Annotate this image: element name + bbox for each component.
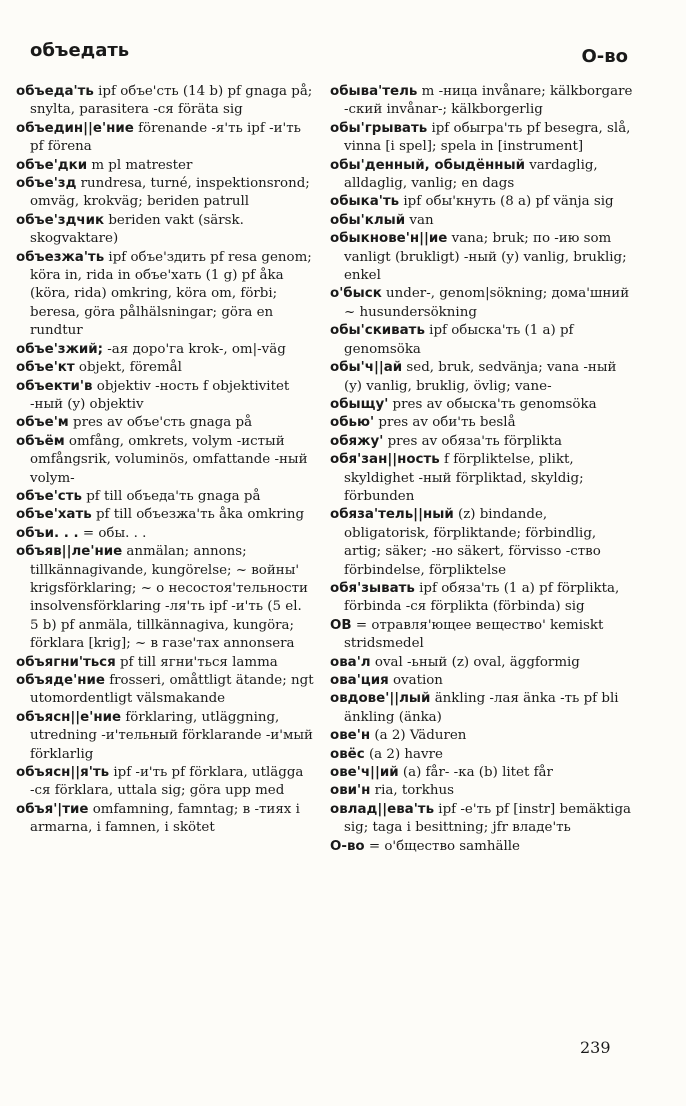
dictionary-entry [16, 378, 314, 415]
entry-headword: о'быск [330, 286, 382, 302]
dictionary-entry [330, 506, 636, 580]
dictionary-entry [330, 433, 636, 451]
entry-headword: ове'ч||ий [330, 765, 399, 781]
entry-headword: объекти'в [16, 378, 93, 394]
entry-headword: овлад||ева'ть [330, 801, 435, 817]
entry-definition: vardaglig, alldaglig, vanlig; en dags [344, 157, 598, 192]
entry-definition: vana; bruk; по -ию som vanligt (brukligt) -ный (y) vanlig, bruklig; enkel [344, 231, 627, 284]
entry-definition: (a 2) havre [364, 746, 443, 762]
entry-definition: ovation [388, 673, 443, 688]
entry-definition: ipf -е'ть pf [instr] bemäktiga sig; taga i besittning; jfr владе'ть [344, 801, 632, 836]
entry-definition: = отравля'ющее вещество' kemiskt stridsmedel [344, 617, 604, 652]
dictionary-entry [16, 83, 314, 120]
dictionary-entry [16, 801, 314, 838]
entry-definition: ria, torkhus [370, 783, 454, 799]
dictionary-entry [330, 838, 636, 856]
entry-headword: обыка'ть [330, 194, 400, 210]
header-left-guideword: объедать [30, 40, 130, 61]
dictionary-entry [330, 230, 636, 285]
dictionary-entry [330, 617, 636, 654]
entry-headword: объезжа'ть [16, 249, 105, 265]
dictionary-entry [16, 341, 314, 359]
entry-headword: обыщу' [330, 396, 389, 412]
entry-headword: обыва'тель [330, 84, 418, 99]
entry-headword: объедин||е'ние [16, 120, 134, 136]
entry-definition: frosseri, omåttligt ätande; ngt utomordentligt välsmakande [30, 673, 314, 707]
dictionary-entry [330, 322, 636, 359]
dictionary-entry [330, 782, 636, 800]
dictionary-entry [16, 414, 314, 432]
entry-definition: f förpliktelse, plikt, skyldighet -ный förpliktad, skyldig; förbunden [344, 452, 584, 504]
dictionary-entry [16, 525, 314, 543]
entry-definition: pf till объезжа'ть åka omkring [91, 507, 305, 523]
entry-definition: pf till ягни'ться lamma [115, 654, 278, 670]
entry-headword: объём [16, 433, 65, 449]
entry-definition: pres av обыска'ть genomsöka [388, 396, 597, 412]
dictionary-entry [330, 690, 636, 727]
entry-definition: (z) bindande, obligatorisk, förpliktande; förbindlig, artig; säker; -но säkert, förvisso -ство förbindelse, förpliktelse [344, 507, 601, 578]
entry-headword: объе'хать [16, 507, 92, 523]
entry-definition: objekt, föremål [74, 360, 182, 376]
dictionary-entry [16, 506, 314, 524]
entry-definition: objektiv -ность f objektivitet -ный (y) objektiv [30, 378, 290, 412]
entry-headword: объясн||я'ть [16, 765, 110, 781]
page-number: 239 [580, 1038, 611, 1057]
dictionary-entry [330, 359, 636, 396]
dictionary-entry [16, 543, 314, 653]
entry-definition: omfamning, famntag; в -тиях i armarna, i famnen, i skötet [30, 801, 300, 836]
entry-headword: овдове'||лый [330, 691, 431, 707]
dictionary-entry [330, 672, 636, 690]
dictionary-entry [330, 727, 636, 745]
entry-definition: pres av объе'сть gnaga på [68, 415, 253, 431]
entry-definition: under-, genom|sökning; дома'шний ~ husundersökning [344, 286, 630, 320]
entry-headword: обыкнове'н||ие [330, 231, 448, 247]
entry-headword: объе'м [16, 415, 69, 431]
entry-headword: обя'зан||ность [330, 452, 440, 468]
entry-headword: О-во [330, 838, 365, 854]
entry-headword: обью' [330, 415, 375, 431]
entry-definition: ipf обыска'ть (1 a) pf genomsöka [344, 323, 574, 357]
entry-headword: объе'зд [16, 176, 77, 192]
entry-definition: anmälan; annons; tillkännagivande, kungörelse; ~ войны' krigsförklaring; ~ о несостоя'тельности insolvensförklaring -ля'ть ipf -и'ть (5 el. 5 b) pf anmäla, tillkännagiva, kungöra; förklara [krig]; ~ в газе'тах annonsera [30, 544, 308, 652]
right-column [330, 83, 636, 856]
dictionary-entry [16, 249, 314, 341]
dictionary-entry [16, 120, 314, 157]
entry-headword: обы'скивать [330, 323, 425, 339]
entry-definition: rundresa, turné, inspektionsrond; omväg, krokväg; beriden patrull [30, 176, 310, 210]
entry-headword: ови'н [330, 783, 371, 799]
entry-headword: обы'денный, обыдённый [330, 157, 525, 173]
entry-headword: объи. . . [16, 525, 79, 541]
dictionary-entry [16, 672, 314, 709]
entry-definition: pres av оби'ть beslå [374, 415, 516, 431]
entry-headword: объяде'ние [16, 673, 105, 688]
dictionary-entry [330, 414, 636, 432]
entry-definition: omfång, omkrets, volym -истый omfångsrik, voluminös, omfattande -ный volym- [30, 433, 308, 486]
entry-headword: объе'кт [16, 360, 75, 376]
dictionary-entry [16, 709, 314, 764]
entry-definition: sed, bruk, sedvänja; vana -ный (y) vanlig, bruklig, övlig; vane- [344, 360, 617, 394]
entry-headword: объе'здчик [16, 212, 105, 228]
entry-headword: объяв||ле'ние [16, 544, 123, 560]
dictionary-entry [330, 764, 636, 782]
entry-definition: ipf обы'кнуть (8 a) pf vänja sig [399, 194, 614, 210]
dictionary-entry [330, 580, 636, 617]
entry-headword: обя'зывать [330, 580, 415, 596]
entry-definition: -ая доро'га krok-, om|-väg [103, 341, 286, 357]
dictionary-entry [330, 451, 636, 506]
entry-headword: обяза'тель||ный [330, 507, 454, 523]
dictionary-entry [16, 654, 314, 672]
entry-definition: ipf объе'здить pf resa genom; köra in, rida in объе'хать (1 g) pf åka (köra, rida) omkring, köra om, förbi; beresa, göra pålhälsningar; göra en rundtur [30, 249, 312, 339]
header-right-guideword: О-во [581, 46, 628, 67]
dictionary-entry [330, 746, 636, 764]
entry-definition: (a 2) Väduren [370, 728, 467, 744]
entry-definition: = обы. . . [78, 525, 147, 541]
dictionary-entry [330, 193, 636, 211]
entry-headword: обяжу' [330, 433, 384, 449]
dictionary-entry [16, 175, 314, 212]
dictionary-entry [330, 120, 636, 157]
entry-headword: обы'грывать [330, 120, 428, 136]
entry-headword: объе'сть [16, 488, 82, 504]
entry-definition: ipf -и'ть pf förklara, utlägga -ся förklara, uttala sig; göra upp med [30, 765, 304, 799]
entry-definition: förklaring, utläggning, utredning -и'тельный förklarande -и'мый förklarlig [30, 709, 313, 762]
page-header [30, 40, 628, 70]
entry-headword: ОВ [330, 617, 352, 633]
entry-headword: объясн||е'ние [16, 709, 122, 725]
dictionary-entry [330, 157, 636, 194]
entry-definition: van [405, 212, 434, 228]
entry-definition: ipf обыгра'ть pf besegra, slå, vinna [i spel]; spela in [instrument] [344, 120, 631, 155]
entry-headword: объе'дки [16, 157, 88, 173]
entry-definition: (a) får- -ка (b) litet får [398, 765, 553, 781]
dictionary-entry [16, 157, 314, 175]
dictionary-entry [16, 764, 314, 801]
entry-headword: овёс [330, 746, 365, 762]
entry-definition: m pl matrester [87, 157, 193, 173]
entry-headword: объеда'ть [16, 84, 94, 99]
entry-headword: ове'н [330, 728, 371, 744]
entry-definition: ipf объе'сть (14 b) pf gnaga på; snylta, parasitera -ся föräta sig [30, 84, 313, 118]
dictionary-entry [16, 212, 314, 249]
entry-headword: обы'ч||ай [330, 360, 403, 376]
entry-definition: änkling -лая änka -ть pf bli änkling (änka) [344, 691, 619, 725]
dictionary-entry [330, 396, 636, 414]
entry-headword: обы'клый [330, 212, 406, 228]
dictionary-entry [330, 654, 636, 672]
left-column [16, 83, 314, 838]
dictionary-entry [16, 488, 314, 506]
entry-definition: ipf обяза'ть (1 a) pf förplikta, förbinda -ся förplikta (förbinda) sig [344, 580, 620, 615]
entry-headword: ова'л [330, 654, 371, 670]
dictionary-entry [330, 212, 636, 230]
entry-definition: förenande -я'ть ipf -и'ть pf förena [30, 120, 301, 155]
dictionary-entry [16, 359, 314, 377]
dictionary-entry [330, 285, 636, 322]
entry-definition: m -ница invånare; kälkborgare -ский invånar-; kälkborgerlig [344, 84, 633, 118]
entry-headword: объе'зжий; [16, 341, 104, 357]
entry-definition: pf till объеда'ть gnaga på [81, 488, 261, 504]
dictionary-entry [330, 801, 636, 838]
dictionary-entry [330, 83, 636, 120]
entry-definition: oval -ьный (z) oval, äggformig [370, 654, 580, 670]
entry-headword: объя'|тие [16, 801, 89, 817]
entry-definition: beriden vakt (särsk. skogvaktare) [30, 212, 244, 247]
entry-definition: pres av обяза'ть förplikta [383, 433, 562, 449]
entry-definition: = о'бщество samhälle [364, 838, 520, 854]
entry-headword: объягни'ться [16, 654, 116, 670]
dictionary-entry [16, 433, 314, 488]
entry-headword: ова'ция [330, 673, 389, 688]
